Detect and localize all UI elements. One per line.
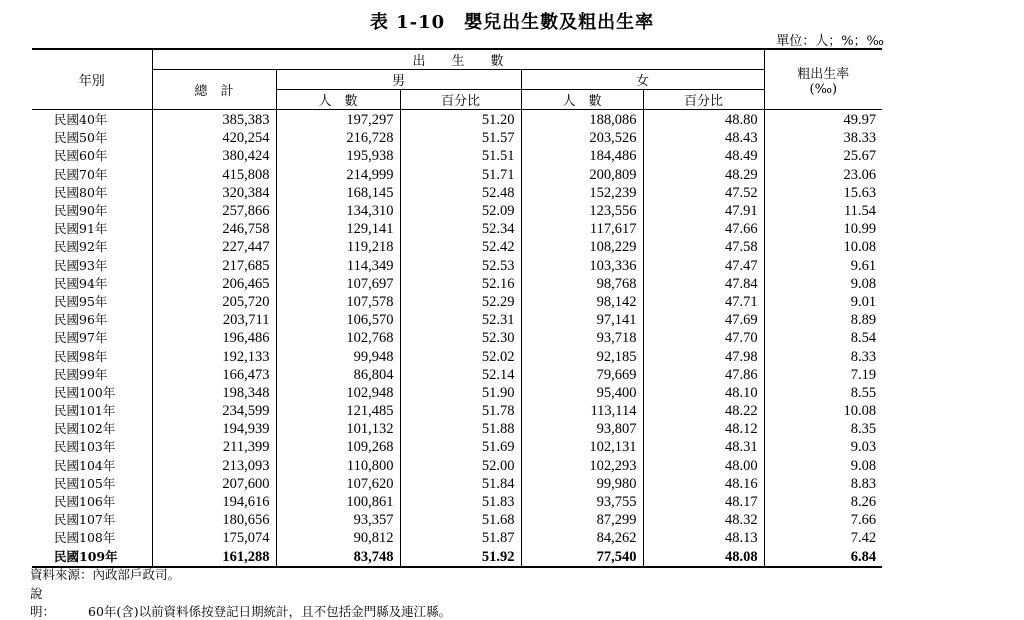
table-row	[32, 110, 882, 130]
row-female-count: 93,718	[521, 329, 643, 347]
table-row	[32, 238, 882, 256]
row-male-percent: 52.30	[400, 329, 521, 347]
source-label: 資料來源：	[30, 567, 93, 582]
row-male-count: 129,141	[276, 220, 400, 238]
table-row	[32, 329, 882, 347]
header-year: 年別	[32, 49, 152, 110]
row-male-percent: 51.78	[400, 402, 521, 420]
table-row	[32, 147, 882, 165]
row-female-percent: 48.43	[643, 129, 764, 147]
table-row	[32, 475, 882, 493]
row-female-count: 98,142	[521, 293, 643, 311]
row-male-count: 107,697	[276, 275, 400, 293]
header-female: 女	[521, 70, 764, 90]
row-male-percent: 51.51	[400, 147, 521, 165]
row-male-percent: 51.92	[400, 548, 521, 567]
source-text: 內政部戶政司。	[92, 567, 181, 582]
row-female-percent: 48.49	[643, 147, 764, 165]
row-total: 217,685	[152, 257, 276, 275]
row-year: 民國90年	[54, 203, 108, 219]
row-total: 192,133	[152, 347, 276, 365]
row-male-percent: 51.69	[400, 438, 521, 456]
row-female-percent: 47.71	[643, 293, 764, 311]
row-male-percent: 52.14	[400, 366, 521, 384]
row-male-count: 107,578	[276, 293, 400, 311]
row-year: 民國80年	[54, 184, 108, 200]
row-male-percent: 52.34	[400, 220, 521, 238]
row-total: 198,348	[152, 384, 276, 402]
row-crude-rate: 8.55	[764, 384, 882, 402]
row-male-percent: 51.68	[400, 511, 521, 529]
row-year: 民國99年	[54, 366, 108, 382]
row-male-count: 93,357	[276, 511, 400, 529]
header-crude-rate-unit: (‰)	[809, 81, 838, 97]
row-year: 民國107年	[54, 512, 116, 528]
row-crude-rate: 9.08	[764, 457, 882, 475]
table-row	[32, 275, 882, 293]
row-female-percent: 47.47	[643, 257, 764, 275]
row-female-count: 200,809	[521, 166, 643, 184]
row-female-count: 123,556	[521, 202, 643, 220]
row-male-count: 110,800	[276, 457, 400, 475]
row-male-count: 100,861	[276, 493, 400, 511]
table-row	[32, 493, 882, 511]
row-year: 民國96年	[54, 312, 108, 328]
row-crude-rate: 7.66	[764, 511, 882, 529]
row-crude-rate: 23.06	[764, 166, 882, 184]
row-crude-rate: 9.61	[764, 257, 882, 275]
table-row	[32, 548, 882, 567]
table-row	[32, 202, 882, 220]
row-male-count: 168,145	[276, 184, 400, 202]
row-total: 196,486	[152, 329, 276, 347]
row-male-count: 121,485	[276, 402, 400, 420]
row-year: 民國105年	[54, 475, 116, 491]
row-year: 民國103年	[54, 439, 116, 455]
row-year: 民國95年	[54, 293, 108, 309]
row-male-count: 102,768	[276, 329, 400, 347]
row-female-percent: 48.12	[643, 420, 764, 438]
row-crude-rate: 8.83	[764, 475, 882, 493]
row-male-percent: 51.87	[400, 529, 521, 547]
row-total: 205,720	[152, 293, 276, 311]
row-crude-rate: 25.67	[764, 147, 882, 165]
row-female-count: 93,755	[521, 493, 643, 511]
row-year: 民國104年	[54, 457, 116, 473]
row-male-percent: 52.53	[400, 257, 521, 275]
row-total: 175,074	[152, 529, 276, 547]
row-total: 194,939	[152, 420, 276, 438]
row-female-percent: 48.17	[643, 493, 764, 511]
row-year: 民國70年	[54, 166, 108, 182]
row-female-percent: 48.10	[643, 384, 764, 402]
row-male-count: 109,268	[276, 438, 400, 456]
table-row	[32, 511, 882, 529]
row-year: 民國109年	[32, 548, 152, 567]
row-female-count: 93,807	[521, 420, 643, 438]
note-text: 60年(含)以前資料係按登記日期統計，且不包括金門縣及連江縣。	[88, 604, 452, 619]
row-crude-rate: 11.54	[764, 202, 882, 220]
row-total: 227,447	[152, 238, 276, 256]
row-total: 320,384	[152, 184, 276, 202]
row-male-percent: 52.00	[400, 457, 521, 475]
row-year: 民國92年	[54, 239, 108, 255]
table-row	[32, 220, 882, 238]
row-female-percent: 48.29	[643, 166, 764, 184]
row-crude-rate: 10.08	[764, 238, 882, 256]
row-year: 民國94年	[54, 275, 108, 291]
row-female-count: 98,768	[521, 275, 643, 293]
row-female-percent: 48.08	[643, 548, 764, 567]
row-male-percent: 52.31	[400, 311, 521, 329]
row-male-percent: 51.57	[400, 129, 521, 147]
row-total: 257,866	[152, 202, 276, 220]
row-total: 380,424	[152, 147, 276, 165]
row-year: 民國93年	[54, 257, 108, 273]
row-male-percent: 52.29	[400, 293, 521, 311]
row-female-count: 95,400	[521, 384, 643, 402]
header-births: 出 生 數	[152, 49, 764, 70]
row-male-count: 107,620	[276, 475, 400, 493]
row-total: 203,711	[152, 311, 276, 329]
row-male-percent: 51.20	[400, 110, 521, 130]
row-crude-rate: 6.84	[764, 548, 882, 567]
row-female-percent: 47.66	[643, 220, 764, 238]
row-female-count: 108,229	[521, 238, 643, 256]
row-female-count: 84,262	[521, 529, 643, 547]
row-male-count: 106,570	[276, 311, 400, 329]
row-female-percent: 48.00	[643, 457, 764, 475]
row-total: 420,254	[152, 129, 276, 147]
header-male-percent: 百分比	[400, 90, 521, 110]
row-year: 民國40年	[54, 112, 108, 128]
row-female-count: 87,299	[521, 511, 643, 529]
row-female-percent: 47.69	[643, 311, 764, 329]
row-year: 民國60年	[54, 148, 108, 164]
birth-statistics-table	[32, 48, 882, 568]
source-note	[30, 565, 180, 583]
row-female-count: 117,617	[521, 220, 643, 238]
row-female-count: 103,336	[521, 257, 643, 275]
row-male-percent: 52.09	[400, 202, 521, 220]
header-female-percent: 百分比	[643, 90, 764, 110]
row-female-percent: 47.58	[643, 238, 764, 256]
row-crude-rate: 49.97	[764, 110, 882, 130]
row-total: 207,600	[152, 475, 276, 493]
row-crude-rate: 10.08	[764, 402, 882, 420]
row-total: 213,093	[152, 457, 276, 475]
row-total: 161,288	[152, 548, 276, 567]
header-male: 男	[276, 70, 521, 90]
row-female-percent: 48.13	[643, 529, 764, 547]
table-title: 表 1-10 嬰兒出生數及粗出生率	[369, 12, 655, 33]
row-total: 415,808	[152, 166, 276, 184]
row-female-count: 102,131	[521, 438, 643, 456]
row-total: 385,383	[152, 110, 276, 130]
row-female-percent: 47.70	[643, 329, 764, 347]
row-female-count: 203,526	[521, 129, 643, 147]
table-row	[32, 257, 882, 275]
unit-label: 單位：人；%；‰	[776, 34, 884, 49]
row-female-count: 92,185	[521, 347, 643, 365]
row-female-percent: 48.16	[643, 475, 764, 493]
row-female-count: 77,540	[521, 548, 643, 567]
table-row	[32, 457, 882, 475]
header-male-count: 人 數	[276, 90, 400, 110]
row-male-percent: 51.71	[400, 166, 521, 184]
table-row	[32, 129, 882, 147]
row-crude-rate: 8.89	[764, 311, 882, 329]
row-year: 民國100年	[54, 384, 116, 400]
table-row	[32, 420, 882, 438]
table-row	[32, 311, 882, 329]
table-row	[32, 184, 882, 202]
row-year: 民國108年	[54, 530, 116, 546]
row-female-percent: 48.31	[643, 438, 764, 456]
row-female-count: 152,239	[521, 184, 643, 202]
row-female-count: 79,669	[521, 366, 643, 384]
row-female-count: 188,086	[521, 110, 643, 130]
row-male-percent: 52.02	[400, 347, 521, 365]
row-male-count: 195,938	[276, 147, 400, 165]
table-row	[32, 166, 882, 184]
row-crude-rate: 9.03	[764, 438, 882, 456]
header-crude-rate	[764, 49, 882, 110]
row-male-percent: 52.16	[400, 275, 521, 293]
row-male-percent: 52.48	[400, 184, 521, 202]
row-crude-rate: 8.35	[764, 420, 882, 438]
header-total: 總 計	[152, 70, 276, 110]
row-year: 民國101年	[54, 403, 116, 419]
table-row	[32, 293, 882, 311]
row-year: 民國91年	[54, 221, 108, 237]
note-label: 說 明：	[30, 586, 68, 619]
row-total: 194,616	[152, 493, 276, 511]
row-crude-rate: 7.19	[764, 366, 882, 384]
row-female-percent: 47.98	[643, 347, 764, 365]
row-crude-rate: 9.08	[764, 275, 882, 293]
header-female-count: 人 數	[521, 90, 643, 110]
row-total: 206,465	[152, 275, 276, 293]
row-year: 民國97年	[54, 330, 108, 346]
row-male-percent: 51.84	[400, 475, 521, 493]
table-row	[32, 402, 882, 420]
row-male-count: 102,948	[276, 384, 400, 402]
row-crude-rate: 8.26	[764, 493, 882, 511]
row-total: 234,599	[152, 402, 276, 420]
row-male-count: 101,132	[276, 420, 400, 438]
row-crude-rate: 9.01	[764, 293, 882, 311]
row-female-percent: 47.52	[643, 184, 764, 202]
row-male-count: 214,999	[276, 166, 400, 184]
row-female-percent: 47.91	[643, 202, 764, 220]
row-male-percent: 51.83	[400, 493, 521, 511]
row-female-count: 113,114	[521, 402, 643, 420]
row-year: 民國50年	[54, 130, 108, 146]
row-male-count: 134,310	[276, 202, 400, 220]
row-year: 民國102年	[54, 421, 116, 437]
row-year: 民國98年	[54, 348, 108, 364]
row-male-percent: 51.88	[400, 420, 521, 438]
row-female-count: 97,141	[521, 311, 643, 329]
row-year: 民國106年	[54, 494, 116, 510]
row-female-percent: 48.22	[643, 402, 764, 420]
row-total: 246,758	[152, 220, 276, 238]
row-total: 211,399	[152, 438, 276, 456]
row-female-percent: 47.84	[643, 275, 764, 293]
row-female-count: 99,980	[521, 475, 643, 493]
row-female-count: 184,486	[521, 147, 643, 165]
row-female-percent: 47.86	[643, 366, 764, 384]
table-row	[32, 384, 882, 402]
row-female-count: 102,293	[521, 457, 643, 475]
row-crude-rate: 7.42	[764, 529, 882, 547]
table-row	[32, 366, 882, 384]
row-male-count: 90,812	[276, 529, 400, 547]
table-row	[32, 347, 882, 365]
header-crude-rate-label: 粗出生率	[797, 66, 850, 82]
row-male-count: 86,804	[276, 366, 400, 384]
row-crude-rate: 8.54	[764, 329, 882, 347]
row-female-percent: 48.80	[643, 110, 764, 130]
row-crude-rate: 10.99	[764, 220, 882, 238]
row-male-count: 83,748	[276, 548, 400, 567]
explanation-note	[30, 584, 451, 620]
table-row	[32, 438, 882, 456]
row-male-count: 99,948	[276, 347, 400, 365]
row-total: 166,473	[152, 366, 276, 384]
row-male-count: 119,218	[276, 238, 400, 256]
table-row	[32, 529, 882, 547]
row-male-percent: 52.42	[400, 238, 521, 256]
row-male-percent: 51.90	[400, 384, 521, 402]
row-crude-rate: 15.63	[764, 184, 882, 202]
row-crude-rate: 38.33	[764, 129, 882, 147]
row-male-count: 114,349	[276, 257, 400, 275]
row-male-count: 216,728	[276, 129, 400, 147]
row-crude-rate: 8.33	[764, 347, 882, 365]
row-total: 180,656	[152, 511, 276, 529]
row-male-count: 197,297	[276, 110, 400, 130]
row-female-percent: 48.32	[643, 511, 764, 529]
